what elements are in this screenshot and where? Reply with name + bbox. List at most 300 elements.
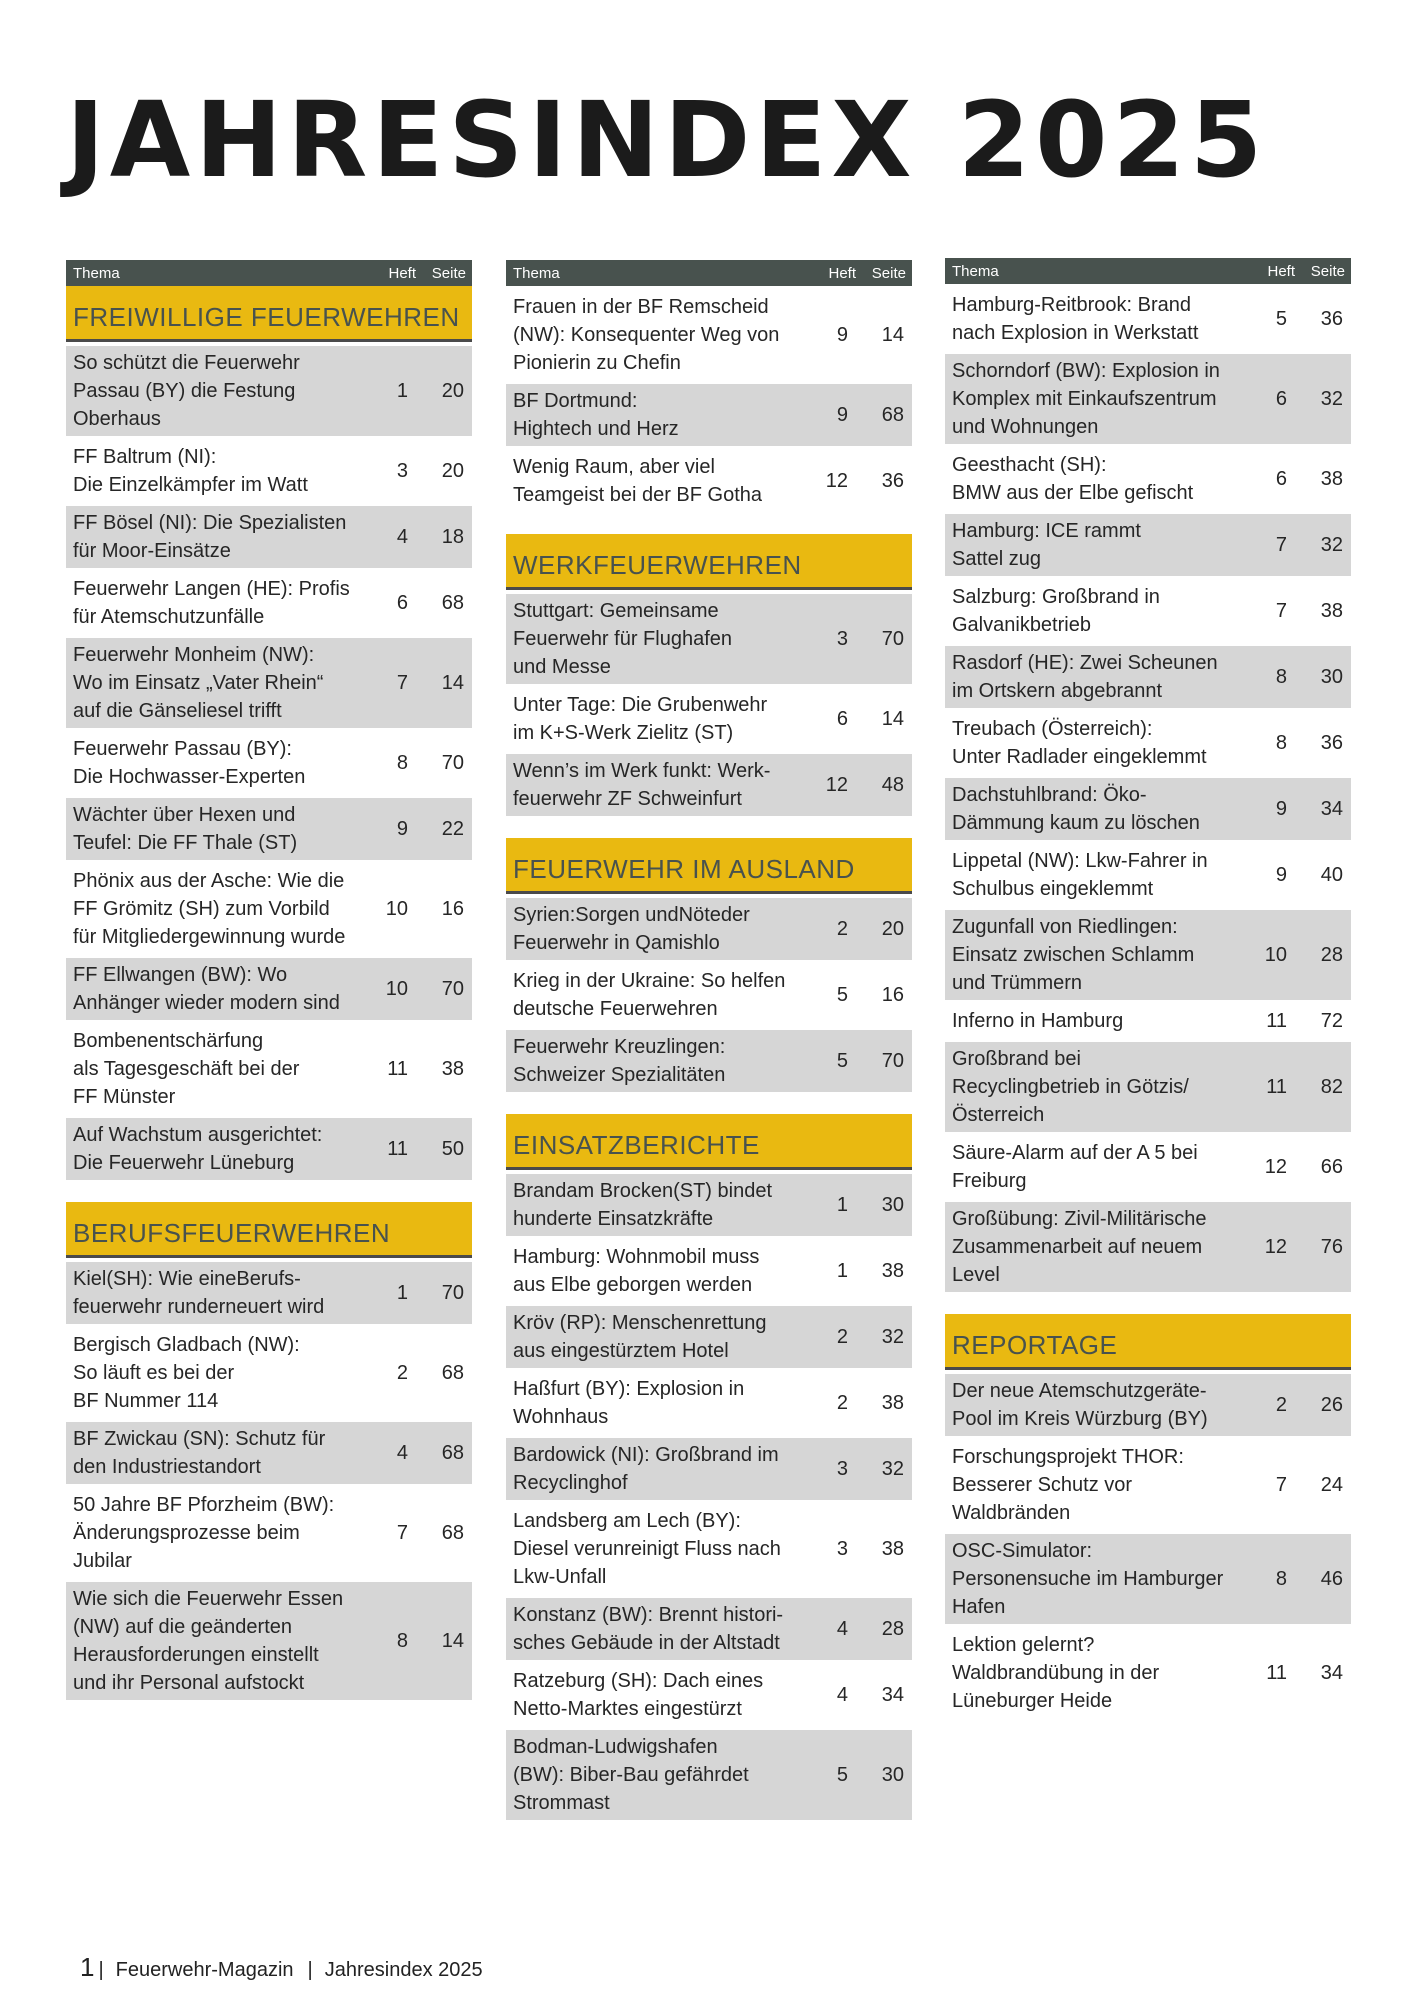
row-issue: 12 [825, 774, 848, 796]
index-row [66, 1422, 472, 1484]
row-issue: 2 [836, 918, 848, 940]
topic-line: Treubach (Österreich): [952, 718, 1153, 740]
row-page: 30 [881, 1194, 904, 1216]
topic-line: So schützt die Feuerwehr [73, 352, 300, 374]
row-page: 20 [881, 918, 904, 940]
row-topic [66, 1422, 366, 1484]
row-topic [945, 712, 1245, 774]
row-topic [945, 1202, 1245, 1292]
topic-line: FF Grömitz (SH) zum Vorbild [73, 898, 330, 920]
index-row [506, 384, 912, 446]
row-issue: 2 [836, 1392, 848, 1414]
row-page: 14 [441, 1630, 464, 1652]
row-issue: 8 [1275, 732, 1287, 754]
row-topic [66, 1488, 366, 1578]
index-row [506, 1240, 912, 1302]
topic-line: Netto-Marktes eingestürzt [513, 1698, 742, 1720]
row-topic [506, 1030, 806, 1092]
index-row [506, 290, 912, 380]
row-topic [66, 346, 366, 436]
index-row [66, 1118, 472, 1180]
topic-line: Diesel verunreinigt Fluss nach [513, 1538, 781, 1560]
row-page: 66 [1320, 1156, 1343, 1178]
row-topic [66, 958, 366, 1020]
topic-line: Hafen [952, 1596, 1006, 1618]
row-topic [945, 1004, 1245, 1038]
row-issue: 1 [836, 1260, 848, 1282]
index-row [66, 638, 472, 728]
row-topic [506, 384, 806, 446]
row-page: 32 [881, 1326, 904, 1348]
topic-line: aus Elbe geborgen werden [513, 1274, 753, 1296]
topic-line: Hamburg: Wohnmobil muss [513, 1246, 760, 1268]
topic-line: Komplex mit Einkaufszentrum [952, 388, 1217, 410]
topic-line: Salzburg: Großbrand in [952, 586, 1160, 608]
row-topic [66, 572, 366, 634]
topic-line: Feuerwehr Monheim (NW): [73, 644, 315, 666]
topic-line: Die Hochwasser-Experten [73, 766, 306, 788]
topic-line: Pionierin zu Chefin [513, 352, 681, 374]
row-topic [945, 646, 1245, 708]
topic-line: Forschungsprojekt THOR: [952, 1446, 1184, 1468]
row-page: 32 [881, 1458, 904, 1480]
row-page: 36 [881, 470, 904, 492]
topic-line: Rasdorf (HE): Zwei Scheunen [952, 652, 1218, 674]
row-issue: 3 [836, 1538, 848, 1560]
topic-line: Wo im Einsatz „Vater Rhein“ [73, 672, 324, 694]
row-page: 76 [1320, 1236, 1343, 1258]
row-issue: 6 [396, 592, 408, 614]
row-topic [506, 1372, 806, 1434]
row-issue: 3 [396, 460, 408, 482]
index-row [945, 712, 1351, 774]
row-issue: 5 [836, 984, 848, 1006]
index-section [66, 1202, 472, 1700]
topic-line: Hightech und Herz [513, 418, 679, 440]
row-page: 82 [1320, 1076, 1343, 1098]
row-topic [506, 1598, 806, 1660]
index-row [945, 1202, 1351, 1292]
topic-line: (NW) auf die geänderten [73, 1616, 293, 1638]
row-page: 68 [441, 1522, 464, 1544]
row-page: 68 [441, 1362, 464, 1384]
row-topic [945, 844, 1245, 906]
index-row [506, 1174, 912, 1236]
row-page: 38 [441, 1058, 464, 1080]
footer-divider: | [98, 1959, 104, 1981]
topic-line: Die Feuerwehr Lüneburg [73, 1152, 295, 1174]
topic-line: Dämmung kaum zu löschen [952, 812, 1200, 834]
row-issue: 7 [1275, 534, 1287, 556]
row-issue: 7 [1275, 1474, 1287, 1496]
page-footer [80, 1952, 483, 1983]
topic-line: Einsatz zwischen Schlamm [952, 944, 1195, 966]
row-page: 32 [1320, 388, 1343, 410]
row-issue: 10 [385, 978, 408, 1000]
topic-line: aus eingestürztem Hotel [513, 1340, 729, 1362]
topic-line: Wie sich die Feuerwehr Essen [73, 1588, 344, 1610]
row-topic [66, 732, 366, 794]
topic-line: Wohnhaus [513, 1406, 609, 1428]
topic-line: Feuerwehr für Flughafen [513, 628, 733, 650]
row-topic [66, 864, 366, 954]
row-page: 16 [881, 984, 904, 1006]
index-row [66, 572, 472, 634]
topic-line: Unter Radlader eingeklemmt [952, 746, 1207, 768]
row-issue: 5 [836, 1050, 848, 1072]
row-page: 68 [441, 592, 464, 614]
row-topic [506, 1438, 806, 1500]
row-topic [66, 798, 366, 860]
topic-line: (BW): Biber-Bau gefährdet [513, 1764, 749, 1786]
row-topic [506, 964, 806, 1026]
row-page: 18 [441, 526, 464, 548]
row-issue: 11 [387, 1058, 408, 1080]
topic-line: Großübung: Zivil-Militärische [952, 1208, 1207, 1230]
topic-line: Krieg in der Ukraine: So helfen [513, 970, 786, 992]
row-page: 38 [1320, 600, 1343, 622]
row-topic [945, 778, 1245, 840]
row-issue: 11 [1266, 1010, 1287, 1032]
row-page: 26 [1320, 1394, 1343, 1416]
row-page: 34 [1320, 1662, 1343, 1684]
topic-line: Brandam Brocken(ST) bindet [513, 1180, 773, 1202]
row-topic [506, 754, 806, 816]
row-page: 14 [441, 672, 464, 694]
topic-line: Die Einzelkämpfer im Watt [73, 474, 308, 496]
index-section [506, 290, 912, 512]
index-row [66, 440, 472, 502]
section-heading: REPORTAGE [945, 1314, 1351, 1370]
row-topic [945, 1534, 1245, 1624]
index-row [66, 1582, 472, 1700]
topic-line: FF Baltrum (NI): [73, 446, 217, 468]
index-row [506, 1438, 912, 1500]
topic-line: und Wohnungen [952, 416, 1099, 438]
topic-line: Feuerwehr Kreuzlingen: [513, 1036, 726, 1058]
header-issue: Heft [1267, 262, 1295, 280]
index-row [506, 1664, 912, 1726]
topic-line: FF Bösel (NI): Die Spezialisten [73, 512, 347, 534]
topic-line: deutsche Feuerwehren [513, 998, 718, 1020]
index-row [945, 288, 1351, 350]
row-page: 16 [441, 898, 464, 920]
row-topic [66, 1328, 366, 1418]
row-page: 38 [881, 1392, 904, 1414]
row-page: 40 [1320, 864, 1343, 886]
index-section [506, 1114, 912, 1820]
row-page: 70 [441, 1282, 464, 1304]
index-row [945, 1042, 1351, 1132]
index-row [945, 1628, 1351, 1718]
row-issue: 11 [1266, 1662, 1287, 1684]
topic-line: Passau (BY) die Festung [73, 380, 296, 402]
topic-line: Teufel: Die FF Thale (ST) [73, 832, 298, 854]
topic-line: Der neue Atemschutzgeräte- [952, 1380, 1207, 1402]
topic-line: nach Explosion in Werkstatt [952, 322, 1199, 344]
topic-line: OSC-Simulator: [952, 1540, 1093, 1562]
header-page: Seite [431, 264, 466, 282]
row-topic [506, 1240, 806, 1302]
topic-line: und Trümmern [952, 972, 1083, 994]
index-row [945, 910, 1351, 1000]
topic-line: Frauen in der BF Remscheid [513, 296, 769, 318]
row-page: 20 [441, 380, 464, 402]
page-title: JAHRESINDEX 2025 [66, 79, 1268, 201]
topic-line: Bergisch Gladbach (NW): [73, 1334, 300, 1356]
topic-line: Großbrand bei [952, 1048, 1081, 1070]
section-heading: EINSATZBERICHTE [506, 1114, 912, 1170]
row-topic [945, 1136, 1245, 1198]
topic-line: BF Dortmund: [513, 390, 638, 412]
row-issue: 9 [836, 324, 848, 346]
row-issue: 11 [387, 1138, 408, 1160]
topic-line: Teamgeist bei der BF Gotha [513, 484, 763, 506]
topic-line: Freiburg [952, 1170, 1027, 1192]
row-issue: 8 [396, 1630, 408, 1652]
index-row [945, 514, 1351, 576]
topic-line: Oberhaus [73, 408, 161, 430]
topic-line: (NW): Konsequenter Weg von [513, 324, 780, 346]
topic-line: Feuerwehr in Qamishlo [513, 932, 720, 954]
topic-line: Galvanikbetrieb [952, 614, 1091, 636]
row-issue: 4 [836, 1684, 848, 1706]
row-topic [506, 1174, 806, 1236]
index-row [945, 1136, 1351, 1198]
row-page: 34 [1320, 798, 1343, 820]
topic-line: Recyclinghof [513, 1472, 628, 1494]
row-topic [66, 440, 366, 502]
row-issue: 7 [396, 672, 408, 694]
topic-line: und ihr Personal aufstockt [73, 1672, 305, 1694]
row-issue: 12 [1264, 1156, 1287, 1178]
topic-line: Besserer Schutz vor [952, 1474, 1133, 1496]
index-row [945, 778, 1351, 840]
table-header [945, 258, 1351, 284]
row-page: 70 [441, 978, 464, 1000]
header-topic: Thema [73, 264, 120, 282]
topic-line: Geesthacht (SH): [952, 454, 1107, 476]
topic-line: Lektion gelernt? [952, 1634, 1095, 1656]
topic-line: Anhänger wieder modern sind [73, 992, 340, 1014]
topic-line: Ratzeburg (SH): Dach eines [513, 1670, 764, 1692]
row-topic [66, 638, 366, 728]
index-row [66, 798, 472, 860]
row-issue: 6 [836, 708, 848, 730]
row-topic [66, 1118, 366, 1180]
topic-line: Bardowick (NI): Großbrand im [513, 1444, 779, 1466]
topic-line: den Industriestandort [73, 1456, 261, 1478]
topic-line: Feuerwehr Langen (HE): Profis [73, 578, 350, 600]
row-page: 20 [441, 460, 464, 482]
row-issue: 9 [1275, 798, 1287, 820]
row-page: 38 [881, 1260, 904, 1282]
index-row [945, 1534, 1351, 1624]
index-row [945, 1004, 1351, 1038]
topic-line: Recyclingbetrieb in Götzis/ [952, 1076, 1189, 1098]
row-topic [66, 506, 366, 568]
row-issue: 6 [1275, 388, 1287, 410]
topic-line: Wenig Raum, aber viel [513, 456, 715, 478]
row-issue: 7 [1275, 600, 1287, 622]
row-issue: 6 [1275, 468, 1287, 490]
index-row [506, 898, 912, 960]
topic-line: Schweizer Spezialitäten [513, 1064, 726, 1086]
row-page: 28 [881, 1618, 904, 1640]
index-row [945, 1440, 1351, 1530]
topic-line: Landsberg am Lech (BY): [513, 1510, 741, 1532]
index-row [506, 1306, 912, 1368]
topic-line: Kiel(SH): Wie eineBerufs- [73, 1268, 301, 1290]
footer-divider: | [307, 1959, 313, 1981]
index-column-2 [506, 260, 912, 1820]
topic-line: sches Gebäude in der Altstadt [513, 1632, 780, 1654]
index-row [506, 1598, 912, 1660]
index-row [506, 450, 912, 512]
topic-line: Stuttgart: Gemeinsame [513, 600, 719, 622]
row-issue: 8 [1275, 1568, 1287, 1590]
topic-line: BF Zwickau (SN): Schutz für [73, 1428, 326, 1450]
topic-line: Lkw-Unfall [513, 1566, 607, 1588]
topic-line: Dachstuhlbrand: Öko- [952, 784, 1147, 806]
header-issue: Heft [828, 264, 856, 282]
topic-line: für Mitgliedergewinnung wurde [73, 926, 346, 948]
row-page: 68 [441, 1442, 464, 1464]
row-page: 36 [1320, 308, 1343, 330]
topic-line: Konstanz (BW): Brennt histori- [513, 1604, 784, 1626]
row-page: 50 [441, 1138, 464, 1160]
row-page: 46 [1320, 1568, 1343, 1590]
section-heading: WERKFEUERWEHREN [506, 534, 912, 590]
topic-line: Schorndorf (BW): Explosion in [952, 360, 1220, 382]
topic-line: Jubilar [73, 1550, 132, 1572]
row-page: 38 [1320, 468, 1343, 490]
row-issue: 2 [836, 1326, 848, 1348]
topic-line: Wenn’s im Werk funkt: Werk- [513, 760, 771, 782]
topic-line: im Ortskern abgebrannt [952, 680, 1163, 702]
topic-line: Personensuche im Hamburger [952, 1568, 1224, 1590]
row-page: 38 [881, 1538, 904, 1560]
topic-line: im K+S-Werk Zielitz (ST) [513, 722, 734, 744]
topic-line: Unter Tage: Die Grubenwehr [513, 694, 768, 716]
topic-line: auf die Gänseliesel trifft [73, 700, 282, 722]
row-page: 72 [1320, 1010, 1343, 1032]
row-page: 70 [441, 752, 464, 774]
row-page: 28 [1320, 944, 1343, 966]
row-issue: 5 [836, 1764, 848, 1786]
topic-line: Hamburg: ICE rammt [952, 520, 1141, 542]
topic-line: Inferno in Hamburg [952, 1010, 1124, 1032]
index-row [506, 594, 912, 684]
row-issue: 12 [825, 470, 848, 492]
row-page: 22 [441, 818, 464, 840]
topic-line: Lüneburger Heide [952, 1690, 1113, 1712]
row-page: 34 [881, 1684, 904, 1706]
index-section [506, 838, 912, 1092]
row-issue: 4 [396, 526, 408, 548]
topic-line: FF Münster [73, 1086, 176, 1108]
topic-line: Wächter über Hexen und [73, 804, 296, 826]
index-row [506, 754, 912, 816]
section-heading: BERUFSFEUERWEHREN [66, 1202, 472, 1258]
index-row [66, 346, 472, 436]
row-issue: 5 [1275, 308, 1287, 330]
index-row [506, 688, 912, 750]
row-issue: 4 [836, 1618, 848, 1640]
index-row [506, 1030, 912, 1092]
footer-issue-label: Jahresindex 2025 [324, 1959, 483, 1981]
row-topic [66, 1024, 366, 1114]
row-topic [506, 1504, 806, 1594]
header-topic: Thema [513, 264, 560, 282]
row-issue: 3 [836, 1458, 848, 1480]
topic-line: Lippetal (NW): Lkw-Fahrer in [952, 850, 1208, 872]
row-topic [66, 1582, 366, 1700]
row-topic [945, 910, 1245, 1000]
topic-line: Schulbus eingeklemmt [952, 878, 1154, 900]
index-row [66, 864, 472, 954]
topic-line: Bodman-Ludwigshafen [513, 1736, 718, 1758]
topic-line: feuerwehr ZF Schweinfurt [513, 788, 742, 810]
row-page: 36 [1320, 732, 1343, 754]
row-issue: 3 [836, 628, 848, 650]
topic-line: Strommast [513, 1792, 610, 1814]
index-row [945, 646, 1351, 708]
topic-line: Auf Wachstum ausgerichtet: [73, 1124, 323, 1146]
header-page: Seite [1310, 262, 1345, 280]
table-header [506, 260, 912, 286]
row-issue: 4 [396, 1442, 408, 1464]
index-row [945, 1374, 1351, 1436]
row-topic [945, 448, 1245, 510]
table-header [66, 260, 472, 286]
topic-line: Syrien:Sorgen undNöteder [513, 904, 750, 926]
header-issue: Heft [388, 264, 416, 282]
row-issue: 1 [396, 380, 408, 402]
topic-line: Änderungsprozesse beim [73, 1522, 300, 1544]
index-row [66, 506, 472, 568]
topic-line: Waldbrandübung in der [952, 1662, 1160, 1684]
header-page: Seite [871, 264, 906, 282]
topic-line: BMW aus der Elbe gefischt [952, 482, 1194, 504]
index-row [945, 844, 1351, 906]
row-issue: 12 [1264, 1236, 1287, 1258]
row-issue: 8 [1275, 666, 1287, 688]
index-section [66, 286, 472, 1180]
row-topic [506, 290, 806, 380]
row-topic [506, 1306, 806, 1368]
row-topic [945, 1440, 1245, 1530]
row-issue: 10 [1264, 944, 1287, 966]
index-section [506, 534, 912, 816]
topic-line: Pool im Kreis Würzburg (BY) [952, 1408, 1208, 1430]
index-row [66, 1262, 472, 1324]
row-issue: 9 [396, 818, 408, 840]
row-topic [66, 1262, 366, 1324]
topic-line: hunderte Einsatzkräfte [513, 1208, 714, 1230]
topic-line: für Moor-Einsätze [73, 540, 231, 562]
row-page: 14 [881, 324, 904, 346]
topic-line: Zusammenarbeit auf neuem [952, 1236, 1203, 1258]
index-row [506, 1504, 912, 1594]
index-row [66, 732, 472, 794]
index-section [945, 1314, 1351, 1718]
row-issue: 8 [396, 752, 408, 774]
index-row [506, 964, 912, 1026]
section-heading: FREIWILLIGE FEUERWEHREN [66, 286, 472, 342]
footer-magazine: Feuerwehr-Magazin [115, 1959, 294, 1981]
index-row [506, 1372, 912, 1434]
